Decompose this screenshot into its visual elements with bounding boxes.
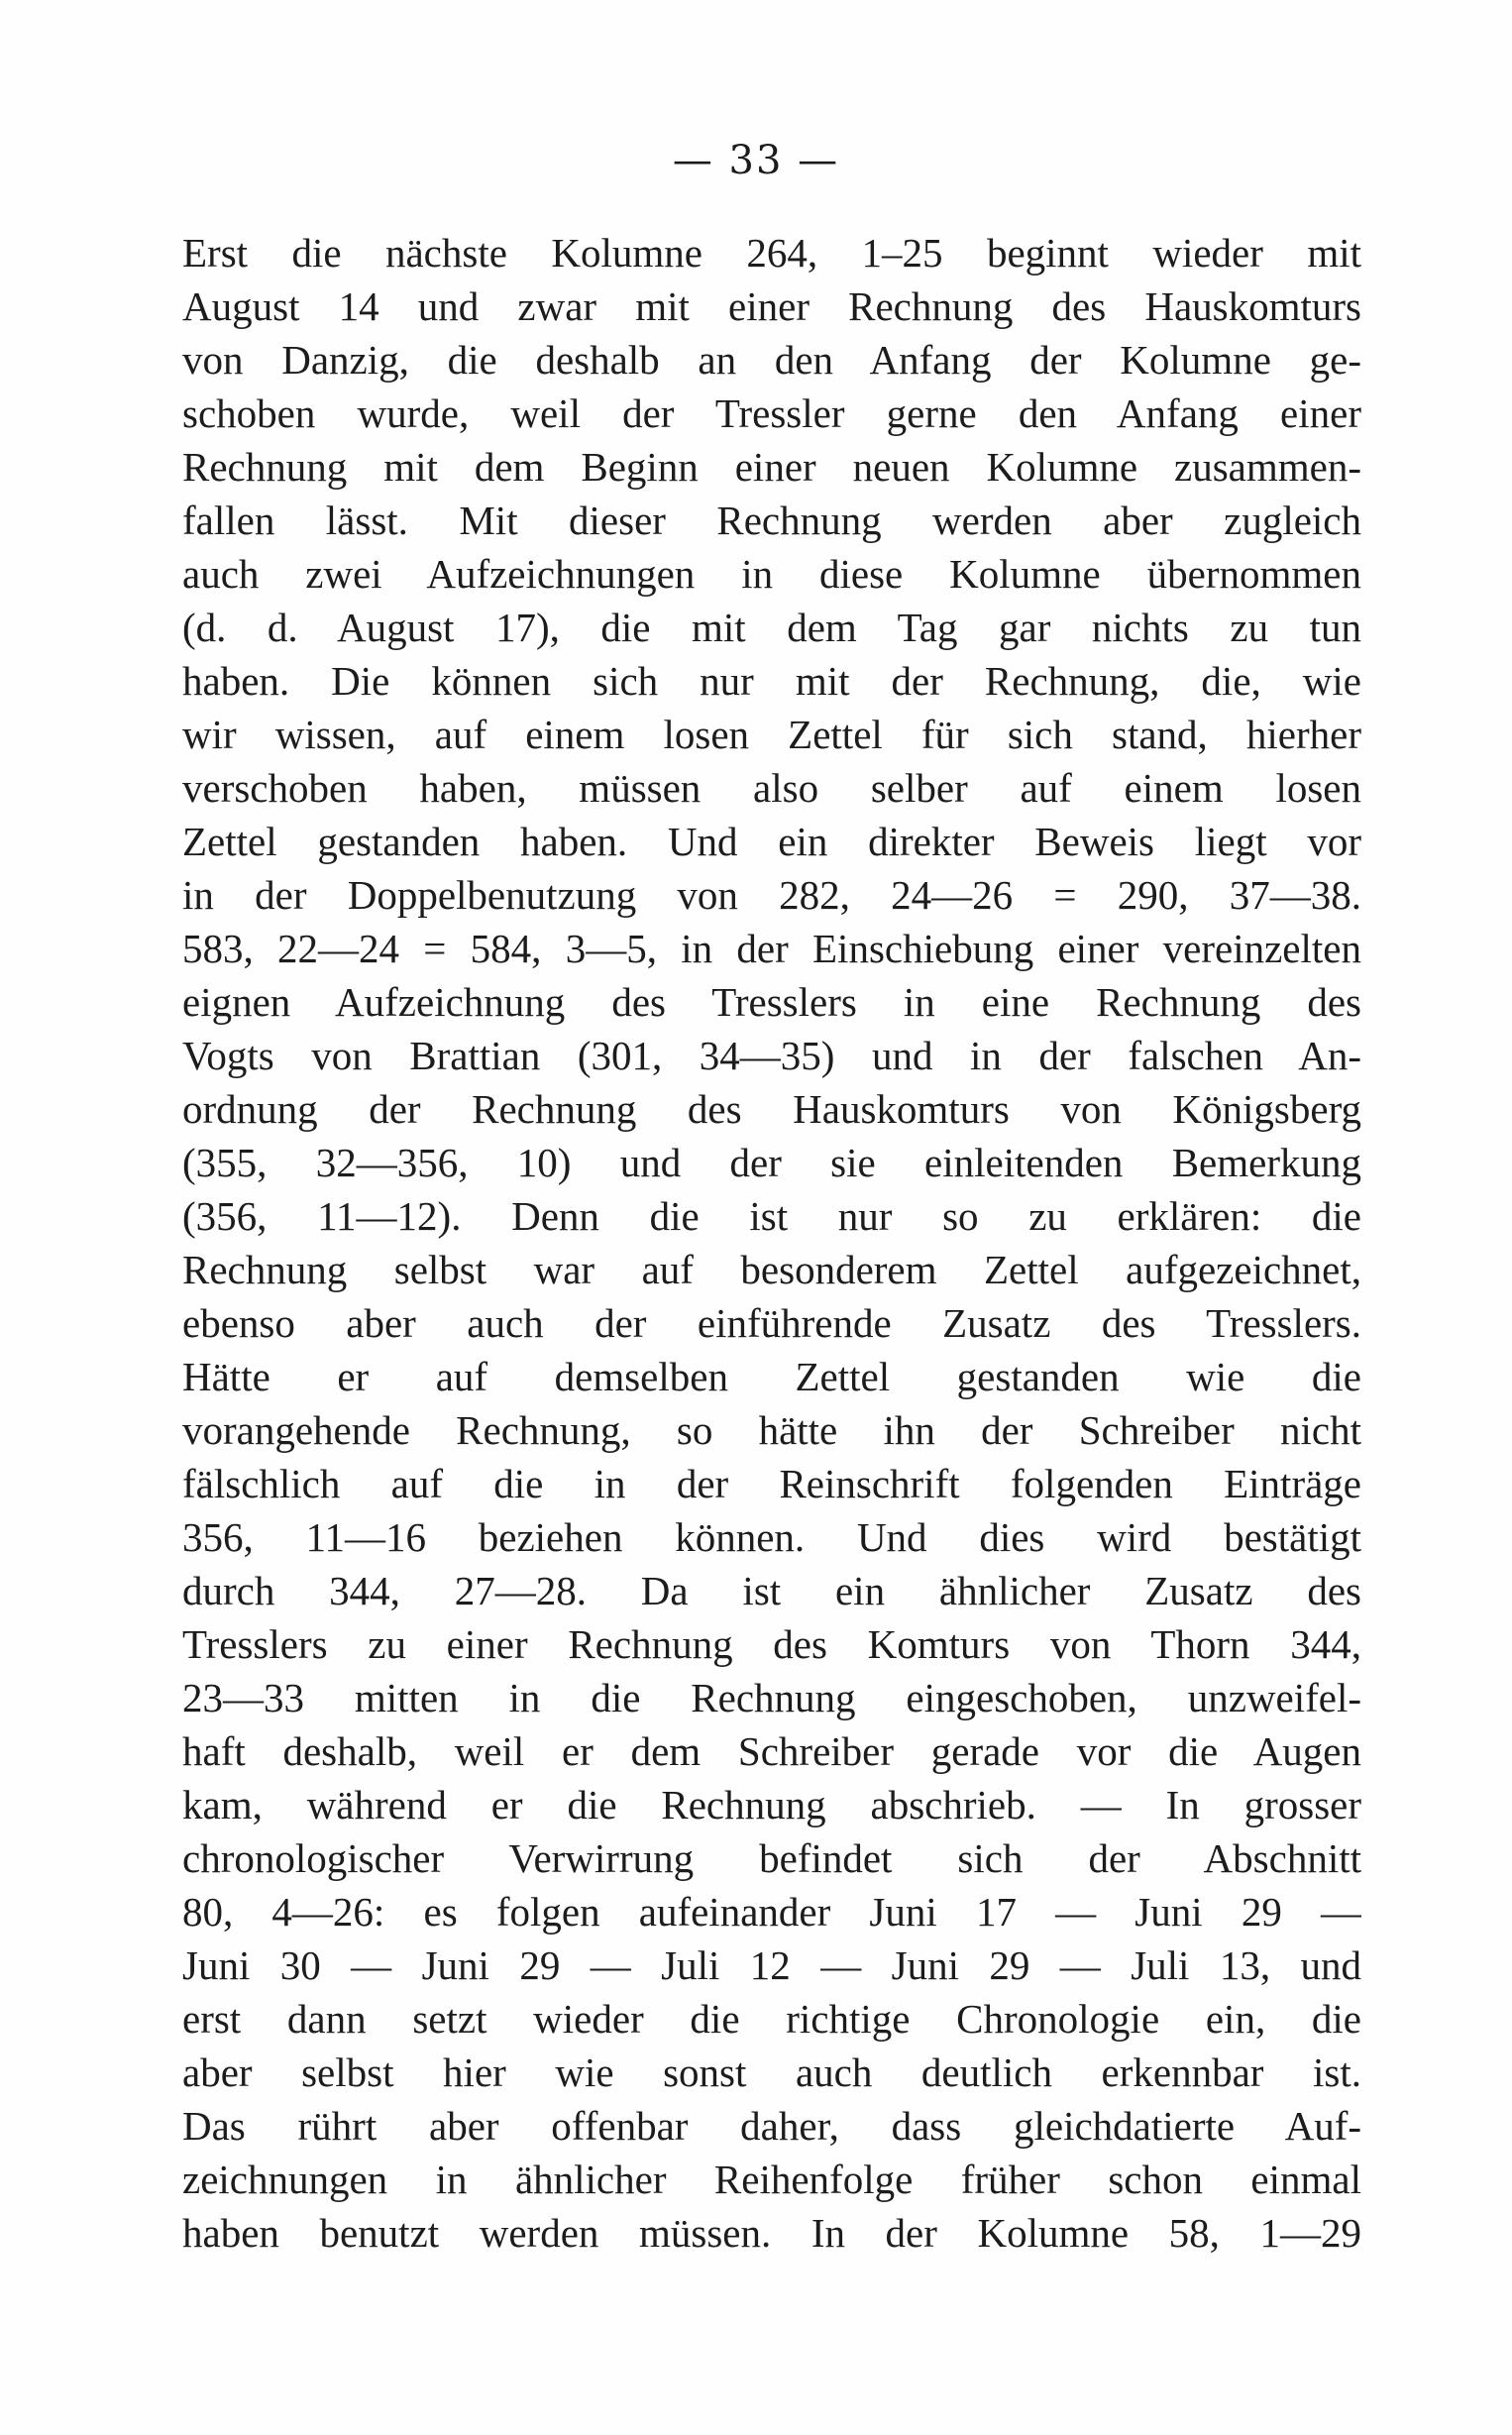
text-line: haft deshalb, weil er dem Schreiber gerade vor die Augen: [182, 1728, 1361, 1774]
text-line: auch zwei Aufzeichnungen in diese Kolumne übernommen: [182, 551, 1361, 597]
text-line: haben. Die können sich nur mit der Rechnung, die, wie: [182, 658, 1361, 704]
text-line: Erst die nächste Kolumne 264, 1–25 beginnt wieder mit: [182, 230, 1361, 276]
text-line: 80, 4—26: es folgen aufeinander Juni 17 — Juni 29 —: [182, 1889, 1361, 1935]
text-line: verschoben haben, müssen also selber auf einem losen: [182, 765, 1361, 811]
text-line: Rechnung mit dem Beginn einer neuen Kolumne zusammen-: [182, 444, 1361, 490]
text-line: Tresslers zu einer Rechnung des Komturs von Thorn 344,: [182, 1621, 1361, 1667]
text-line: Juni 30 — Juni 29 — Juli 12 — Juni 29 — Juli 13, und: [182, 1942, 1361, 1988]
text-line: 356, 11—16 beziehen können. Und dies wird bestätigt: [182, 1514, 1361, 1560]
text-line: Rechnung selbst war auf besonderem Zettel aufgezeichnet,: [182, 1247, 1361, 1292]
text-line: 23—33 mitten in die Rechnung eingeschoben, unzweifel-: [182, 1675, 1361, 1720]
text-line: von Danzig, die deshalb an den Anfang der Kolumne ge-: [182, 337, 1361, 383]
text-line: chronologischer Verwirrung befindet sich der Abschnitt: [182, 1835, 1361, 1881]
text-line: (355, 32—356, 10) und der sie einleitenden Bemerkung: [182, 1140, 1361, 1185]
text-line: August 14 und zwar mit einer Rechnung des Hauskomturs: [182, 283, 1361, 329]
text-line: Vogts von Brattian (301, 34—35) und in der falschen An-: [182, 1033, 1361, 1078]
text-line: in der Doppelbenutzung von 282, 24—26 = 290, 37—38.: [182, 872, 1361, 918]
text-line: ebenso aber auch der einführende Zusatz des Tresslers.: [182, 1300, 1361, 1346]
text-line: eignen Aufzeichnung des Tresslers in eine Rechnung des: [182, 979, 1361, 1025]
text-line: 583, 22—24 = 584, 3—5, in der Einschiebung einer vereinzelten: [182, 926, 1361, 971]
text-line: aber selbst hier wie sonst auch deutlich erkennbar ist.: [182, 2049, 1361, 2095]
text-line: ordnung der Rechnung des Hauskomturs von Königsberg: [182, 1086, 1361, 1132]
text-line: Das rührt aber offenbar daher, dass gleichdatierte Auf-: [182, 2103, 1361, 2149]
text-line: fälschlich auf die in der Reinschrift folgenden Einträge: [182, 1461, 1361, 1506]
text-line: durch 344, 27—28. Da ist ein ähnlicher Zusatz des: [182, 1568, 1361, 1613]
page-number: — 33 —: [672, 138, 840, 183]
text-line: (356, 11—12). Denn die ist nur so zu erklären: die: [182, 1193, 1361, 1239]
body-text: [182, 226, 1361, 2260]
text-line: vorangehende Rechnung, so hätte ihn der Schreiber nicht: [182, 1407, 1361, 1453]
text-line: (d. d. August 17), die mit dem Tag gar nichts zu tun: [182, 605, 1361, 650]
text-line: erst dann setzt wieder die richtige Chronologie ein, die: [182, 1996, 1361, 2042]
text-line: Hätte er auf demselben Zettel gestanden wie die: [182, 1354, 1361, 1399]
text-line: haben benutzt werden müssen. In der Kolumne 58, 1—29: [182, 2210, 1361, 2256]
text-line: fallen lässt. Mit dieser Rechnung werden aber zugleich: [182, 498, 1361, 543]
text-line: wir wissen, auf einem losen Zettel für sich stand, hierher: [182, 712, 1361, 757]
text-line: schoben wurde, weil der Tressler gerne den Anfang einer: [182, 390, 1361, 436]
text-line: kam, während er die Rechnung abschrieb. — In grosser: [182, 1782, 1361, 1827]
text-line: zeichnungen in ähnlicher Reihenfolge früher schon einmal: [182, 2157, 1361, 2202]
text-line: Zettel gestanden haben. Und ein direkter Beweis liegt vor: [182, 819, 1361, 864]
